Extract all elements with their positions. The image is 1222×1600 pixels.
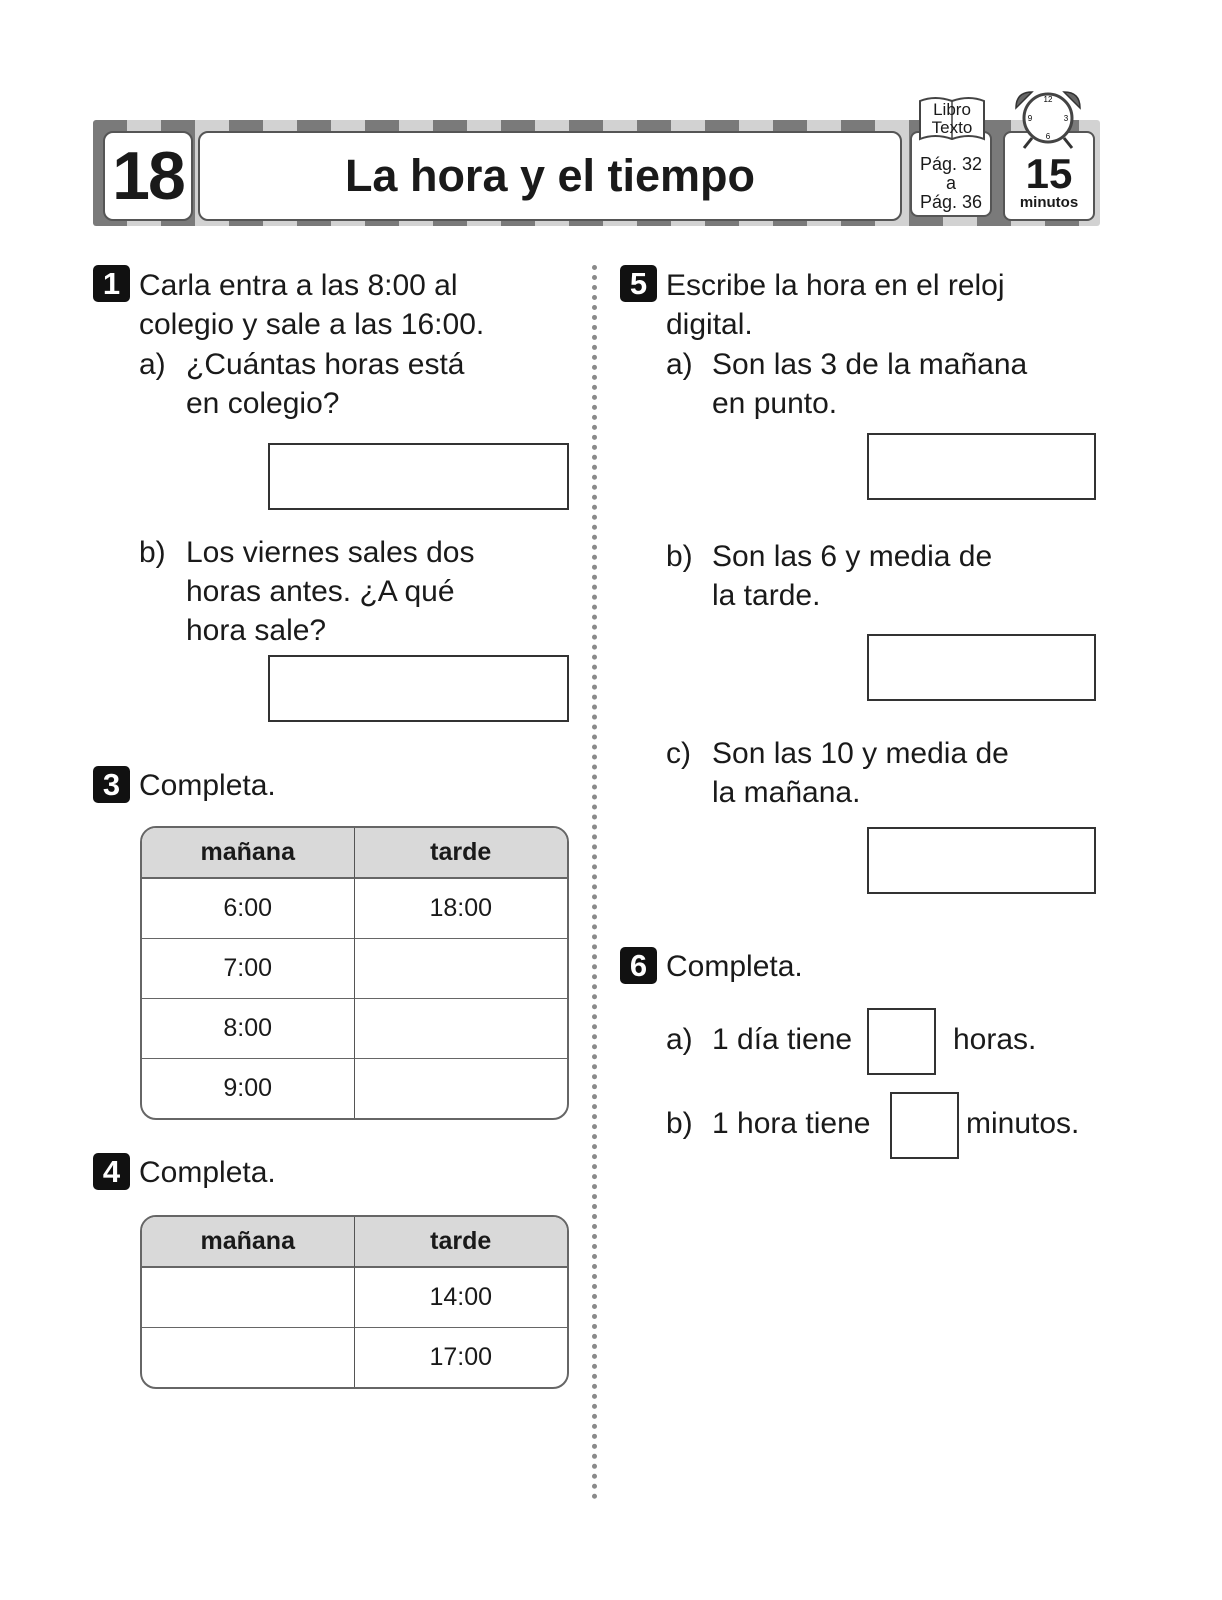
exercise-1b-line-2: horas antes. ¿A qué — [186, 575, 455, 608]
worksheet-number: 18 — [103, 131, 193, 221]
table-cell: 7:00 — [142, 938, 355, 998]
clock-number-3: 3 — [1063, 114, 1069, 123]
exercise-1-line-2: colegio y sale a las 16:00. — [139, 308, 485, 341]
exercise-1b-label: b) — [139, 536, 166, 569]
table-row — [142, 998, 567, 1058]
time-value: 15 — [1025, 150, 1073, 197]
book-label — [918, 101, 986, 137]
exercise-5a-line-1: Son las 3 de la mañana — [712, 348, 1028, 381]
textbook-pages-box — [910, 131, 992, 217]
exercise-6b-label: b) — [666, 1107, 693, 1140]
exercise-6-prompt: Completa. — [666, 950, 803, 983]
exercise-6a-after: horas. — [953, 1023, 1037, 1056]
exercise-1a-label: a) — [139, 348, 166, 381]
clock-number-9: 9 — [1027, 114, 1033, 123]
exercise-4-table — [140, 1215, 569, 1389]
exercise-1-line-1: Carla entra a las 8:00 al — [139, 269, 458, 302]
exercise-5b-line-2: la tarde. — [712, 579, 821, 612]
table-cell: 18:00 — [429, 894, 493, 922]
exercise-5c-line-2: la mañana. — [712, 776, 861, 809]
exercise-5c-line-1: Son las 10 y media de — [712, 737, 1009, 770]
table-answer-cell[interactable] — [355, 1058, 568, 1118]
table-row — [142, 938, 567, 998]
exercise-5-line-1: Escribe la hora en el reloj — [666, 269, 1005, 302]
table-header-morning: mañana — [142, 828, 355, 879]
exercise-6b-before: 1 hora tiene — [712, 1107, 871, 1140]
exercise-6a-before: 1 día tiene — [712, 1023, 853, 1056]
exercise-5b-label: b) — [666, 540, 693, 573]
exercise-5-badge: 5 — [620, 265, 657, 302]
exercise-5b-line-1: Son las 6 y media de — [712, 540, 993, 573]
clock-number-12: 12 — [1043, 95, 1053, 104]
pages-sep: a — [945, 173, 956, 193]
table-row — [142, 1327, 567, 1387]
exercise-1a-answer-box[interactable] — [268, 443, 569, 510]
table-answer-cell[interactable] — [355, 998, 568, 1058]
exercise-6b-after: minutos. — [966, 1107, 1080, 1140]
exercise-3-prompt: Completa. — [139, 769, 276, 802]
table-cell: 8:00 — [142, 998, 355, 1058]
exercise-5-line-2: digital. — [666, 308, 753, 341]
exercise-1a-line-2: en colegio? — [186, 387, 340, 420]
table-header-morning: mañana — [142, 1217, 355, 1268]
table-row — [142, 1268, 567, 1327]
table-answer-cell[interactable] — [355, 938, 568, 998]
table-row — [142, 1058, 567, 1118]
table-answer-cell[interactable] — [142, 1327, 355, 1387]
exercise-6a-label: a) — [666, 1023, 693, 1056]
exercise-1b-line-1: Los viernes sales dos — [186, 536, 475, 569]
exercise-6b-answer-box[interactable] — [890, 1092, 959, 1159]
exercise-3-badge: 3 — [93, 766, 130, 803]
exercise-3-table — [140, 826, 569, 1120]
page-title: La hora y el tiempo — [198, 131, 902, 221]
exercise-5c-label: c) — [666, 737, 691, 770]
exercise-4-badge: 4 — [93, 1153, 130, 1190]
table-header-afternoon: tarde — [355, 1217, 568, 1268]
exercise-4-prompt: Completa. — [139, 1156, 276, 1189]
table-header-afternoon: tarde — [355, 828, 568, 879]
exercise-6a-answer-box[interactable] — [867, 1008, 936, 1075]
exercise-5a-answer-box[interactable] — [867, 433, 1096, 500]
table-cell: 9:00 — [142, 1058, 355, 1118]
pages-to: Pág. 36 — [919, 192, 983, 212]
exercise-1a-line-1: ¿Cuántas horas está — [186, 348, 465, 381]
clock-number-6: 6 — [1045, 132, 1051, 141]
exercise-5b-answer-box[interactable] — [867, 634, 1096, 701]
exercise-1b-answer-box[interactable] — [268, 655, 569, 722]
time-unit: minutos — [1019, 194, 1079, 211]
column-divider — [592, 265, 597, 1500]
book-label-line-1: Libro — [933, 100, 971, 119]
pages-from: Pág. 32 — [919, 154, 983, 174]
alarm-clock-icon — [1010, 88, 1086, 150]
exercise-1-badge: 1 — [93, 265, 130, 302]
table-answer-cell[interactable] — [142, 1268, 355, 1327]
exercise-5c-answer-box[interactable] — [867, 827, 1096, 894]
exercise-5a-line-2: en punto. — [712, 387, 838, 420]
exercise-5a-label: a) — [666, 348, 693, 381]
exercise-6-badge: 6 — [620, 947, 657, 984]
table-cell: 14:00 — [429, 1283, 493, 1311]
table-cell: 6:00 — [142, 879, 355, 938]
exercise-1b-line-3: hora sale? — [186, 614, 327, 647]
table-cell: 17:00 — [355, 1327, 568, 1387]
book-label-line-2: Texto — [931, 118, 973, 137]
table-row — [142, 879, 567, 938]
